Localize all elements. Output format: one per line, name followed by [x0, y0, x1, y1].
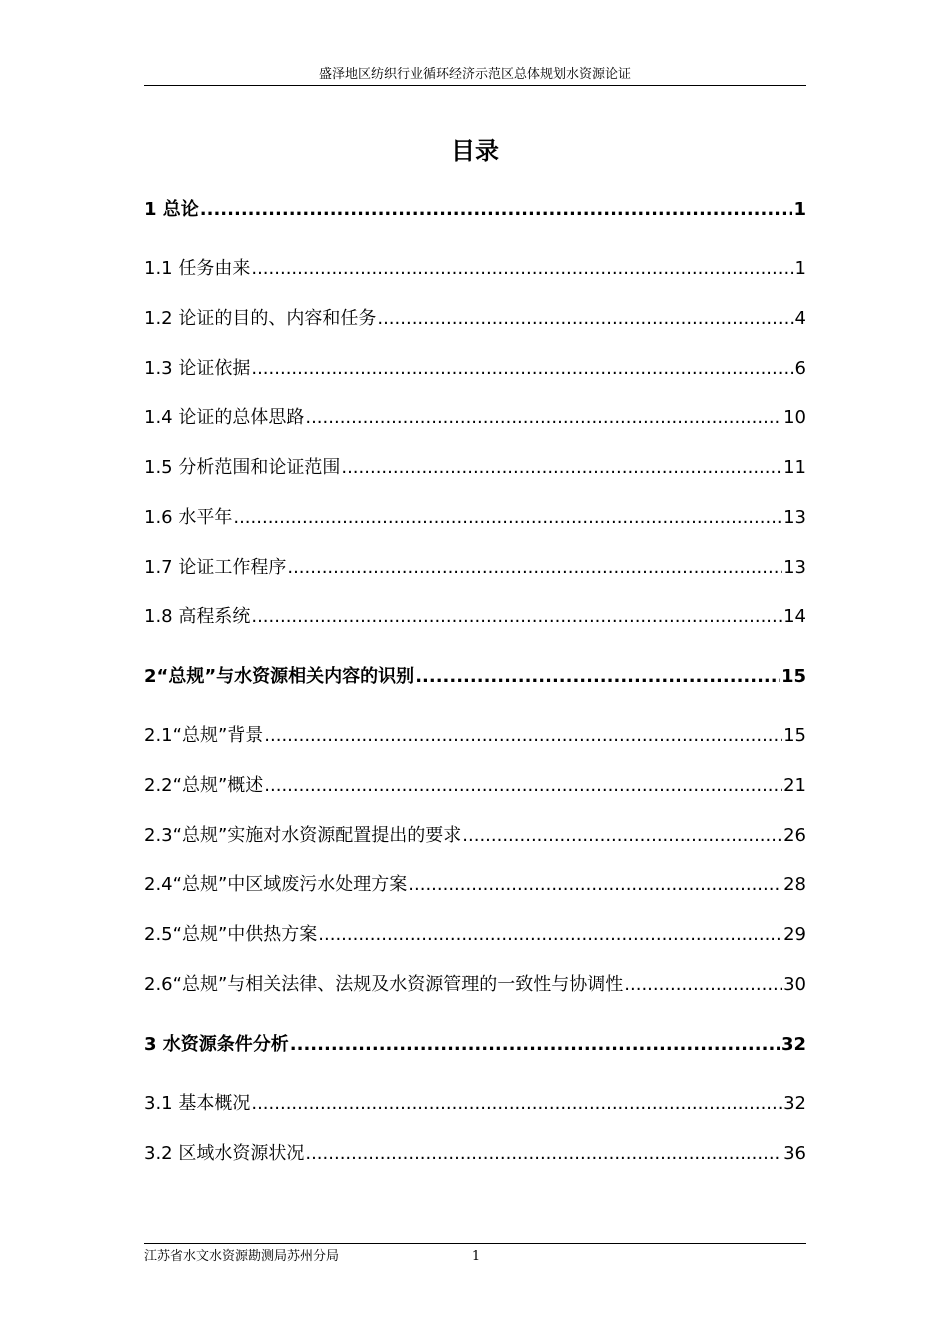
footer-divider — [144, 1243, 806, 1244]
toc-entry-label: 3 水资源条件分析 — [144, 1034, 289, 1055]
toc-entry-label: 1.8 高程系统 — [144, 606, 251, 627]
toc-entry-page: 11 — [783, 457, 806, 478]
toc-entry[interactable] — [144, 1139, 806, 1169]
toc-entry-label: 1.6 水平年 — [144, 507, 233, 528]
footer-organization: 江苏省水文水资源勘测局苏州分局 — [144, 1249, 340, 1264]
header-divider — [144, 85, 806, 86]
toc-entry-label: 2.4“总规”中区域废污水处理方案 — [144, 874, 408, 895]
toc-entry-label: 3.1 基本概况 — [144, 1093, 251, 1114]
toc-dot-leader — [251, 602, 782, 632]
toc-entry[interactable] — [144, 503, 806, 533]
toc-dot-leader — [305, 403, 782, 433]
toc-entry-page: 6 — [794, 358, 806, 379]
toc-dot-leader — [200, 195, 793, 225]
toc-entry-page: 28 — [783, 874, 806, 895]
toc-entry-page: 29 — [783, 924, 806, 945]
toc-dot-leader — [462, 821, 782, 851]
toc-entry[interactable] — [144, 721, 806, 751]
toc-entry-page: 15 — [780, 666, 806, 687]
toc-entry[interactable] — [144, 920, 806, 950]
toc-entry[interactable] — [144, 304, 806, 334]
toc-entry-page: 1 — [793, 199, 806, 220]
toc-dot-leader — [290, 1030, 780, 1060]
toc-dot-leader — [264, 771, 782, 801]
toc-entry[interactable] — [144, 821, 806, 851]
toc-dot-leader — [341, 453, 782, 483]
toc-entry-label: 2.2“总规”概述 — [144, 775, 264, 796]
toc-entry-label: 1 总论 — [144, 199, 199, 220]
toc-dot-leader — [408, 870, 782, 900]
toc-entry-label: 1.7 论证工作程序 — [144, 557, 287, 578]
toc-entry[interactable] — [144, 453, 806, 483]
toc-entry-page: 13 — [783, 557, 806, 578]
toc-dot-leader — [415, 662, 780, 692]
toc-entry[interactable] — [144, 553, 806, 583]
toc-entry[interactable] — [144, 602, 806, 632]
toc-entry-page: 10 — [783, 407, 806, 428]
toc-entry-label: 2“总规”与水资源相关内容的识别 — [144, 666, 415, 687]
toc-entry-page: 32 — [783, 1093, 806, 1114]
toc-entry[interactable] — [144, 1089, 806, 1119]
toc-dot-leader — [318, 920, 782, 950]
toc-entry-page: 36 — [783, 1143, 806, 1164]
toc-entry[interactable] — [144, 970, 806, 1000]
toc-entry[interactable] — [144, 870, 806, 900]
toc-entry[interactable] — [144, 354, 806, 384]
toc-entry-label: 1.2 论证的目的、内容和任务 — [144, 308, 377, 329]
toc-dot-leader — [251, 354, 793, 384]
toc-title: 目录 — [451, 137, 499, 165]
toc-dot-leader — [305, 1139, 782, 1169]
toc-entry-label: 1.3 论证依据 — [144, 358, 251, 379]
toc-dot-leader — [251, 254, 793, 284]
toc-entry-label: 2.5“总规”中供热方案 — [144, 924, 318, 945]
toc-dot-leader — [287, 553, 782, 583]
toc-dot-leader — [233, 503, 782, 533]
toc-entry-label: 3.2 区域水资源状况 — [144, 1143, 305, 1164]
toc-entry-page: 13 — [783, 507, 806, 528]
toc-entry-page: 30 — [783, 974, 806, 995]
toc-entry[interactable] — [144, 1030, 806, 1060]
toc-entry-page: 26 — [783, 825, 806, 846]
footer-page-number: 1 — [471, 1249, 481, 1264]
toc-entry[interactable] — [144, 195, 806, 225]
toc-entry[interactable] — [144, 662, 806, 692]
toc-entry-label: 1.1 任务由来 — [144, 258, 251, 279]
toc-dot-leader — [624, 970, 782, 1000]
toc-entry-label: 2.6“总规”与相关法律、法规及水资源管理的一致性与协调性 — [144, 974, 624, 995]
toc-entry[interactable] — [144, 771, 806, 801]
toc-dot-leader — [264, 721, 782, 751]
toc-entry-page: 14 — [783, 606, 806, 627]
toc-entry-page: 32 — [780, 1034, 806, 1055]
toc-entry-label: 1.5 分析范围和论证范围 — [144, 457, 341, 478]
toc-entry-label: 1.4 论证的总体思路 — [144, 407, 305, 428]
toc-entry-label: 2.1“总规”背景 — [144, 725, 264, 746]
toc-entry[interactable] — [144, 403, 806, 433]
toc-entry-page: 15 — [783, 725, 806, 746]
toc-entry-page: 21 — [783, 775, 806, 796]
toc-entry[interactable] — [144, 254, 806, 284]
toc-dot-leader — [377, 304, 793, 334]
toc-entry-label: 2.3“总规”实施对水资源配置提出的要求 — [144, 825, 462, 846]
toc-entry-page: 4 — [794, 308, 806, 329]
page-header: 盛泽地区纺织行业循环经济示范区总体规划水资源论证 — [318, 67, 631, 82]
toc-dot-leader — [251, 1089, 782, 1119]
toc-entry-page: 1 — [794, 258, 806, 279]
